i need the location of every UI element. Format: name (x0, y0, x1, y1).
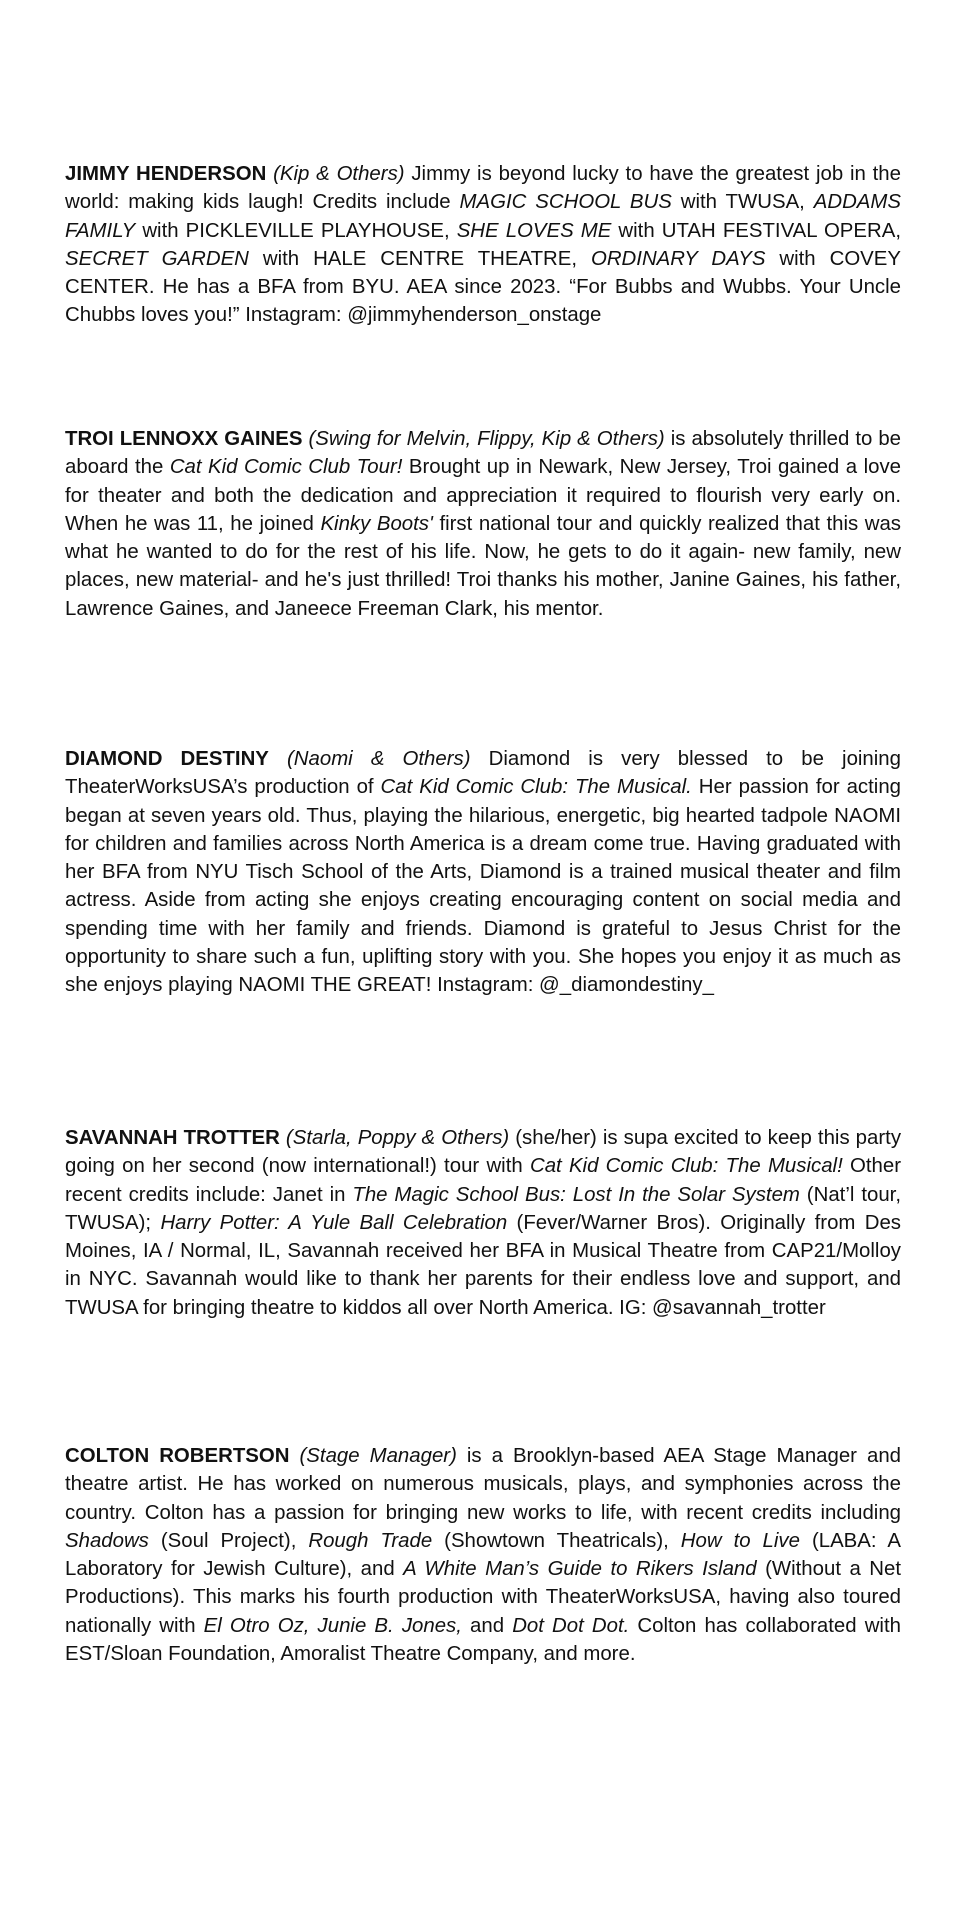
bio-diamond-destiny (65, 745, 901, 1000)
bio-text: (Fever/Warner Bros). Originally from Des Moines, IA / Normal, IL, Savannah received her BFA in Musical Theatre from CAP21/Molloy in NYC. Savannah would like to thank her parents for their endless love and support, and TWUSA for bringing theatre to kiddos all over North America. IG: @savannah_trotter (65, 1211, 902, 1319)
bio-title-italic: Cat Kid Comic Club Tour! (169, 456, 403, 479)
bio-role: (Naomi & Others) (287, 748, 471, 770)
bio-colton-robertson (65, 1442, 901, 1668)
bio-title-italic: MAGIC SCHOOL BUS (459, 191, 672, 214)
bio-text: (Soul Project), (148, 1529, 309, 1552)
bio-text: Jimmy is beyond lucky to have the greatest job in the world: making kids laugh! Credits include (65, 163, 901, 214)
bio-text: (LABA: A Laboratory for Jewish Culture), and (65, 1529, 901, 1581)
bio-text (290, 1445, 300, 1467)
bio-title-italic: El Otro Oz, Junie B. Jones, (203, 1614, 462, 1637)
bio-text (269, 748, 287, 770)
bio-name: SAVANNAH TROTTER (65, 1127, 280, 1149)
bio-role: (Starla, Poppy & Others) (285, 1127, 510, 1149)
bio-name: TROI LENNOXX GAINES (65, 428, 303, 450)
bio-text: first national tour and quickly realized that this was what he wanted to do for the rest of his life. Now, he gets to do it again- new family, new places, new material- and he's just thrilled! Troi thanks his mother, Janine Gaines, his father, Lawrence Gaines, and Janeece Freeman Clark, his mentor. (65, 512, 901, 620)
bio-text: is absolutely thrilled to be aboard the (65, 428, 902, 479)
bio-title-italic: A White Man’s Guide to Rikers Island (403, 1558, 757, 1581)
bio-title-italic: Dot Dot Dot. (512, 1614, 630, 1637)
bio-text: Colton has collaborated with EST/Sloan Foundation, Amoralist Theatre Company, and more. (65, 1614, 901, 1666)
bio-title-italic: The Magic School Bus: Lost In the Solar System (352, 1183, 800, 1206)
bio-text: with TWUSA, (671, 191, 814, 214)
bio-name: JIMMY HENDERSON (65, 163, 267, 185)
bio-savannah-trotter (65, 1124, 901, 1322)
bio-text: (Showtown Theatricals), (432, 1529, 681, 1552)
bio-title-italic: Kinky Boots' (320, 512, 433, 535)
bio-text: Brought up in Newark, New Jersey, Troi gained a love for theater and both the dedication and appreciation it required to flourish very early on. When he was 11, he joined (65, 456, 901, 535)
bio-text: Diamond is very blessed to be joining TheaterWorksUSA’s production of (65, 748, 901, 799)
bio-text: Other recent credits include: Janet in (65, 1155, 901, 1206)
bio-name: COLTON ROBERTSON (65, 1445, 290, 1467)
bio-troi-lennoxx-gaines (65, 425, 901, 623)
bio-text: (Without a Net Productions). This marks his fourth production with TheaterWorksUSA, having also toured nationally with (65, 1558, 901, 1637)
bio-text: with HALE CENTRE THEATRE, (248, 247, 591, 270)
bio-title-italic: Rough Trade (308, 1529, 433, 1552)
bio-title-italic: How to Live (680, 1529, 800, 1552)
bio-title-italic: ADDAMS FAMILY (65, 191, 901, 242)
bio-title-italic: Shadows (65, 1529, 149, 1552)
bio-text: Her passion for acting began at seven years old. Thus, playing the hilarious, energetic, big hearted tadpole NAOMI for children and families across North America is a dream come true. Having graduated with her BFA from NYU Tisch School of the Arts, Diamond is a trained musical theater and film actress. Aside from acting she enjoys creating encouraging content on social media and spending time with her family and friends. Diamond is grateful to Jesus Christ for the opportunity to share such a fun, uplifting story with you. She hopes you enjoy it as much as she enjoys playing NAOMI THE GREAT! Instagram: @_diamondestiny_ (65, 776, 901, 997)
bio-name: DIAMOND DESTINY (65, 748, 269, 770)
bio-text: is a Brooklyn-based AEA Stage Manager and theatre artist. He has worked on numerous musicals, plays, and symphonies across the country. Colton has a passion for bringing new works to life, with recent credits including (65, 1445, 901, 1524)
bio-role: (Swing for Melvin, Flippy, Kip & Others) (308, 428, 665, 450)
bio-title-italic: SECRET GARDEN (65, 247, 249, 270)
bio-role: (Stage Manager) (299, 1445, 457, 1467)
bio-text: with PICKLEVILLE PLAYHOUSE, (135, 219, 457, 242)
bio-title-italic: Harry Potter: A Yule Ball Celebration (160, 1211, 508, 1234)
bio-text: (Nat’l tour, TWUSA); (65, 1183, 901, 1234)
bio-text: with UTAH FESTIVAL OPERA, (611, 219, 901, 242)
bio-title-italic: ORDINARY DAYS (590, 247, 766, 270)
bio-title-italic: Cat Kid Comic Club: The Musical. (380, 776, 692, 799)
bio-text: with COVEY CENTER. He has a BFA from BYU. AEA since 2023. “For Bubbs and Wubbs. Your Uncle Chubbs loves you!” Instagram: @jimmyhenderson_onstage (65, 247, 901, 327)
bio-title-italic: SHE LOVES ME (456, 219, 612, 242)
bio-role: (Kip & Others) (273, 163, 405, 185)
bio-text: and (461, 1614, 513, 1637)
bio-title-italic: Cat Kid Comic Club: The Musical! (529, 1155, 843, 1178)
bio-jimmy-henderson (65, 160, 901, 330)
bio-text: (she/her) is supa excited to keep this party going on her second (now international!) tour with (65, 1127, 902, 1178)
